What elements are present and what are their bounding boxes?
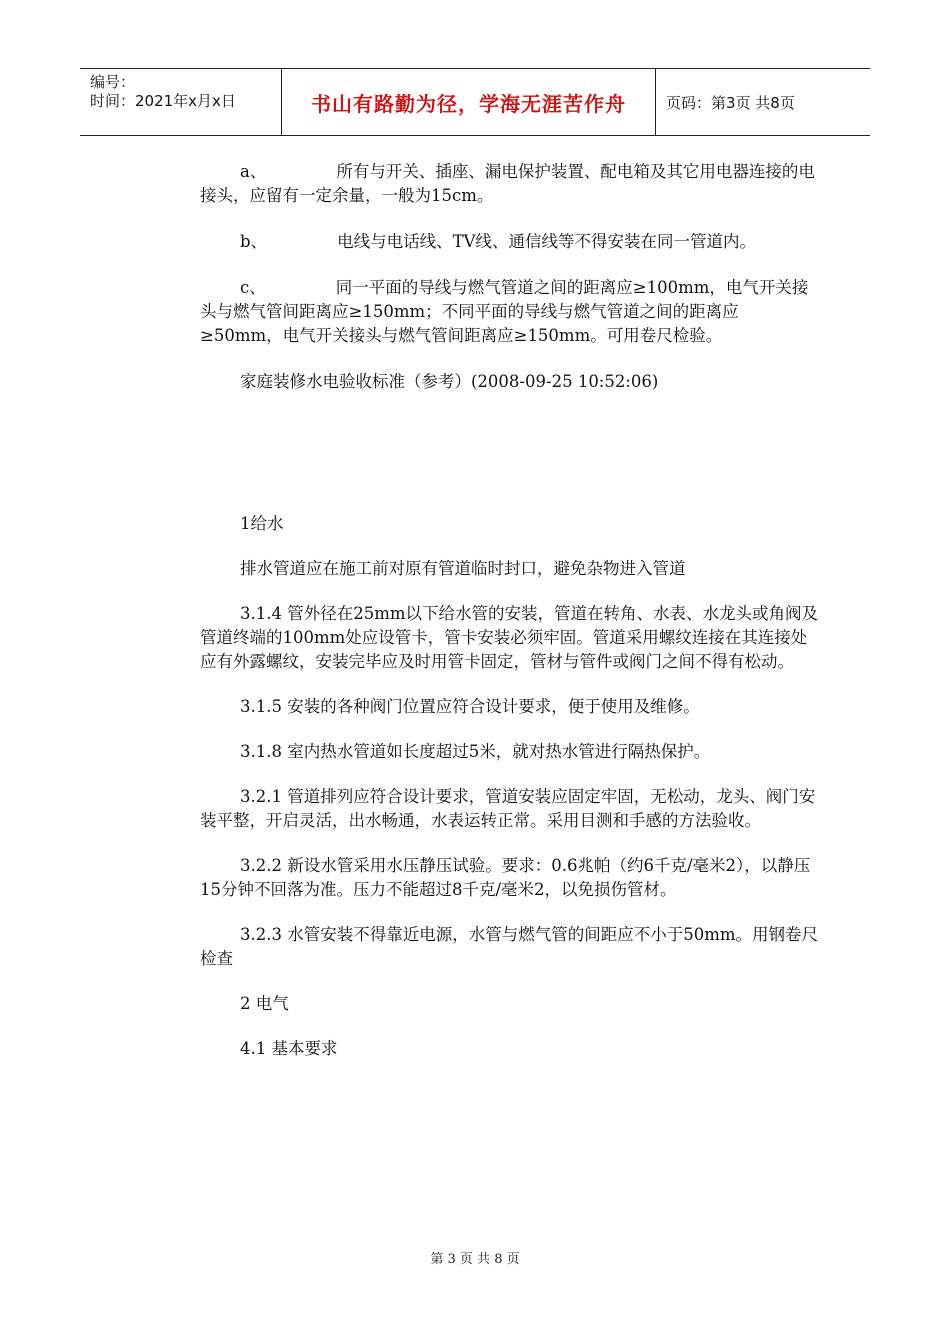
number-label: 编号：	[90, 73, 136, 91]
document-body	[200, 150, 820, 1061]
item-text: 电线与电话线、TV线、通信线等不得安装在同一管道内。	[337, 232, 756, 251]
header-meta	[80, 69, 282, 135]
list-item	[200, 230, 820, 254]
paragraph: 3.1.5 安装的各种阀门位置应符合设计要求，便于使用及维修。	[240, 697, 700, 716]
item-marker: c、	[240, 278, 266, 297]
header-page-label: 页码：第3页 共8页	[666, 93, 795, 112]
paragraph: 3.2.1 管道排列应符合设计要求，管道安装应固定牢固，无松动，龙头、阀门安装平整，开启灵活，出水畅通，水表运转正常。采用目测和手感的方法验收。	[200, 787, 816, 830]
section-heading: 1给水	[240, 514, 284, 533]
section-heading: 2 电气	[240, 994, 289, 1013]
subsection-heading: 4.1 基本要求	[240, 1039, 338, 1058]
time-label: 时间：2021年x月x日	[90, 92, 236, 110]
list-item	[200, 160, 820, 208]
page-footer: 第 3 页 共 8 页	[430, 1252, 520, 1267]
header-motto: 书山有路勤为径，学海无涯苦作舟	[282, 69, 656, 135]
paragraph: 3.1.8 室内热水管道如长度超过5米，就对热水管进行隔热保护。	[240, 742, 711, 761]
paragraph: 3.2.2 新设水管采用水压静压试验。要求：0.6兆帕（约6千克/毫米2），以静压15分钟不回落为准。压力不能超过8千克/毫米2，以免损伤管材。	[200, 856, 811, 899]
item-text: 所有与开关、插座、漏电保护装置、配电箱及其它用电器连接的电接头，应留有一定余量，一般为15cm。	[200, 162, 815, 205]
paragraph: 3.2.3 水管安装不得靠近电源，水管与燃气管的间距应不小于50mm。用钢卷尺检查	[200, 925, 819, 968]
item-marker: a、	[240, 162, 267, 181]
item-text: 同一平面的导线与燃气管道之间的距离应≥100mm，电气开关接头与燃气管间距离应≥150mm；不同平面的导线与燃气管道之间的距离应≥50mm，电气开关接头与燃气管间距离应≥150mm。可用卷尺检验。	[200, 278, 809, 345]
page-header	[80, 68, 870, 136]
document-title: 家庭装修水电验收标准（参考）(2008-09-25 10:52:06)	[240, 372, 659, 391]
list-item	[200, 276, 820, 348]
item-marker: b、	[240, 232, 268, 251]
paragraph: 排水管道应在施工前对原有管道临时封口，避免杂物进入管道	[240, 559, 686, 578]
paragraph: 3.1.4 管外径在25mm以下给水管的安装，管道在转角、水表、水龙头或角阀及管道终端的100mm处应设管卡，管卡安装必须牢固。管道采用螺纹连接在其连接处应有外露螺纹，安装完毕应及时用管卡固定，管材与管件或阀门之间不得有松动。	[200, 604, 819, 671]
